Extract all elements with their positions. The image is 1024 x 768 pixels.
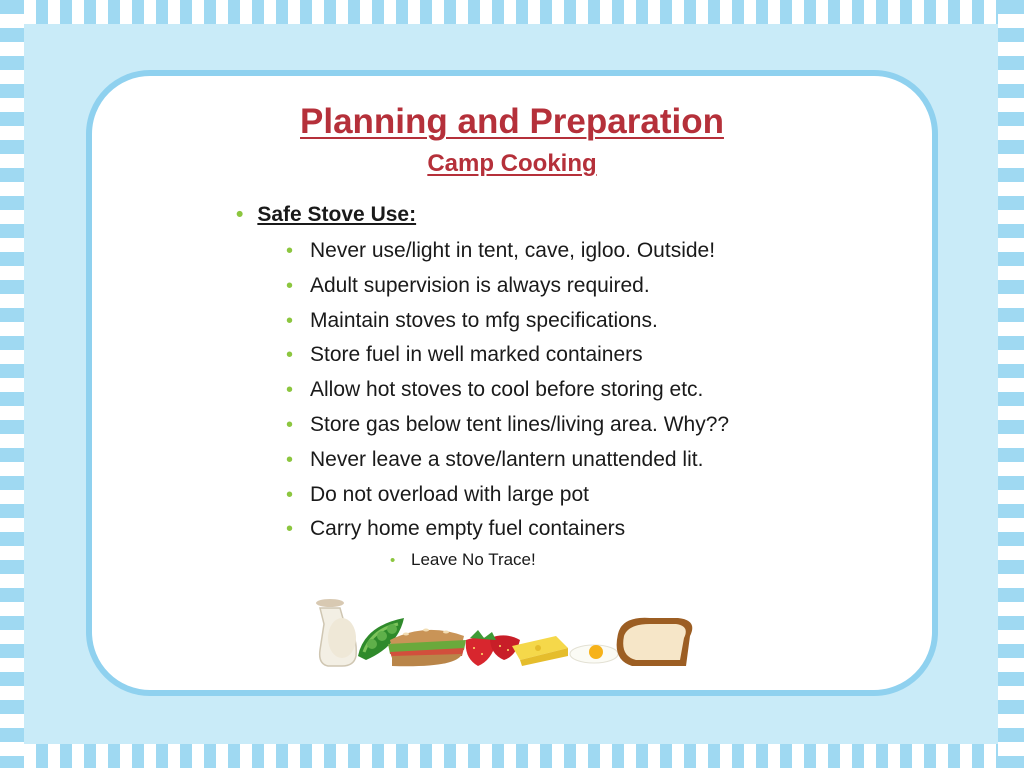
- cheese-icon: [512, 636, 568, 666]
- bullet-icon: •: [286, 379, 294, 402]
- list-item-text: Never leave a stove/lantern unattended lit.: [310, 447, 704, 471]
- list-item-text: Store fuel in well marked containers: [310, 343, 643, 367]
- stove-safety-list: [286, 236, 729, 549]
- list-item: [286, 514, 729, 549]
- section-heading: Safe Stove Use:: [257, 203, 417, 226]
- bullet-icon: •: [286, 240, 294, 262]
- checker-border-top: [0, 0, 1024, 24]
- bullet-icon: •: [286, 483, 294, 506]
- food-illustration: [306, 594, 706, 676]
- bullet-icon: •: [286, 309, 294, 332]
- list-item: [286, 480, 729, 515]
- fried-egg-icon: [570, 645, 618, 663]
- bullet-icon: •: [286, 413, 294, 436]
- list-item-text: Allow hot stoves to cool before storing etc.: [310, 378, 704, 402]
- list-item-text: Carry home empty fuel containers: [310, 517, 626, 541]
- list-item-text: Never use/light in tent, cave, igloo. Outside!: [310, 239, 716, 262]
- sub-list-item: [390, 550, 536, 570]
- checker-border-bottom: [0, 744, 1024, 768]
- list-item: [286, 306, 729, 341]
- list-item-text: Adult supervision is always required.: [310, 273, 650, 297]
- milk-bottle-icon: [316, 599, 356, 666]
- sandwich-icon: [388, 629, 466, 667]
- list-item-text: Do not overload with large pot: [310, 482, 589, 506]
- bullet-icon: •: [286, 274, 294, 297]
- list-item: [286, 236, 729, 271]
- slide-title: Planning and Preparation: [300, 102, 724, 141]
- sub-list-item-text: Leave No Trace!: [411, 550, 536, 569]
- slide-subtitle: Camp Cooking: [427, 150, 597, 177]
- list-item: [286, 410, 729, 445]
- bullet-icon: •: [390, 552, 396, 569]
- list-item-text: Store gas below tent lines/living area. Why??: [310, 412, 730, 436]
- bullet-icon: •: [286, 448, 294, 471]
- strawberry-icon: [466, 630, 520, 666]
- list-item-text: Maintain stoves to mfg specifications.: [310, 308, 658, 332]
- list-item: [286, 271, 729, 306]
- list-item: [286, 375, 729, 410]
- bullet-icon: •: [286, 518, 294, 541]
- list-item: [286, 445, 729, 480]
- bullet-icon: •: [286, 344, 294, 367]
- list-item: [286, 340, 729, 375]
- bullet-icon: •: [236, 203, 244, 226]
- bread-slice-icon: [617, 618, 693, 666]
- section-heading-item: [236, 203, 416, 227]
